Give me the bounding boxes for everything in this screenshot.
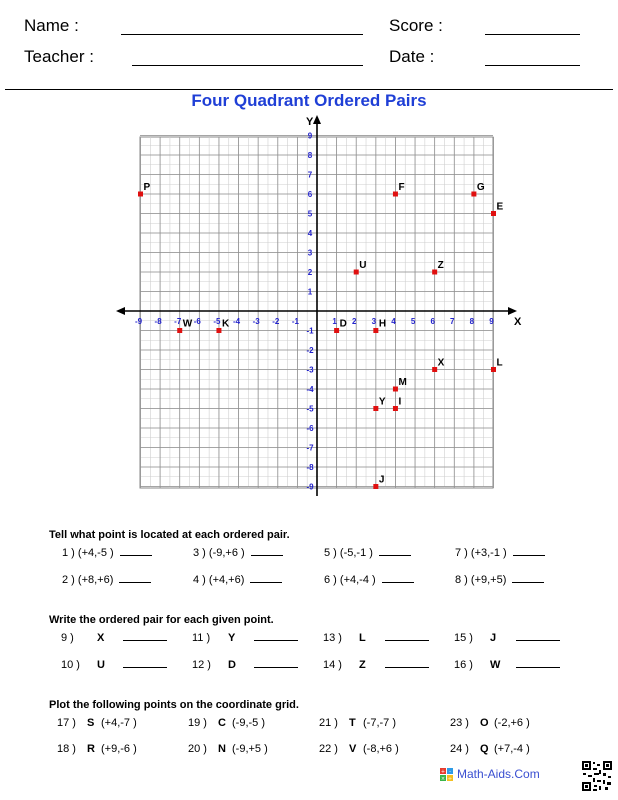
plot-item bbox=[57, 743, 137, 755]
answer-blank[interactable] bbox=[379, 554, 411, 556]
question-number: 23 ) bbox=[450, 717, 469, 729]
ordered-pair: (-9,+5 ) bbox=[232, 743, 268, 755]
point-marker-g bbox=[471, 192, 476, 197]
point-marker-h bbox=[373, 328, 378, 333]
y-tick-label: 4 bbox=[307, 229, 313, 238]
question-item bbox=[193, 547, 283, 559]
point-letter: D bbox=[228, 659, 236, 671]
plot-item bbox=[450, 743, 530, 755]
question-number: 13 ) bbox=[323, 632, 342, 644]
answer-blank[interactable] bbox=[119, 581, 151, 583]
point-letter: R bbox=[87, 743, 95, 755]
point-letter: N bbox=[218, 743, 226, 755]
calculator-icon bbox=[440, 768, 454, 782]
question-number: 16 ) bbox=[454, 659, 473, 671]
question-number: 14 ) bbox=[323, 659, 342, 671]
point-marker-u bbox=[354, 270, 359, 275]
point-label-p: P bbox=[143, 182, 151, 193]
x-axis-label: X bbox=[514, 316, 522, 328]
answer-blank[interactable] bbox=[123, 666, 167, 668]
question-number: 20 ) bbox=[188, 743, 207, 755]
svg-text:÷: ÷ bbox=[447, 775, 453, 782]
qr-code-icon bbox=[581, 760, 613, 792]
question-item bbox=[62, 547, 152, 559]
y-tick-label: 8 bbox=[307, 151, 313, 160]
point-marker-i bbox=[393, 406, 398, 411]
section2-heading: Write the ordered pair for each given point. bbox=[49, 614, 274, 626]
point-label-w: W bbox=[182, 318, 193, 330]
question-number: 2 ) bbox=[62, 574, 75, 586]
point-letter: J bbox=[490, 632, 497, 644]
x-tick-label: -7 bbox=[174, 317, 182, 326]
ordered-pair: (+9,-6 ) bbox=[101, 743, 137, 755]
ordered-pair: (+8,+6) bbox=[77, 574, 114, 586]
point-letter: W bbox=[490, 659, 501, 671]
ordered-pair: (-7,-7 ) bbox=[363, 717, 396, 729]
question-number: 19 ) bbox=[188, 717, 207, 729]
point-label-g: G bbox=[476, 182, 485, 193]
question-item bbox=[61, 659, 167, 671]
ordered-pair: (+3,-1 ) bbox=[470, 547, 507, 559]
answer-blank[interactable] bbox=[123, 639, 167, 641]
x-tick-label: 2 bbox=[351, 317, 357, 326]
ordered-pair: (-8,+6 ) bbox=[363, 743, 399, 755]
point-label-h: H bbox=[378, 318, 387, 330]
point-label-x: X bbox=[437, 357, 445, 369]
ordered-pair: (+4,+6) bbox=[208, 574, 245, 586]
answer-blank[interactable] bbox=[385, 639, 429, 641]
point-letter: Q bbox=[480, 743, 489, 755]
question-item bbox=[323, 632, 429, 644]
y-tick-label: -6 bbox=[306, 424, 314, 433]
ordered-pair: (-2,+6 ) bbox=[494, 717, 530, 729]
point-marker-z bbox=[432, 270, 437, 275]
question-item bbox=[454, 659, 560, 671]
ordered-pair: (+7,-4 ) bbox=[494, 743, 530, 755]
question-item bbox=[193, 574, 282, 586]
question-number: 22 ) bbox=[319, 743, 338, 755]
x-tick-label: 7 bbox=[450, 317, 455, 326]
y-tick-label: 6 bbox=[307, 190, 313, 199]
point-label-k: K bbox=[221, 318, 230, 330]
ordered-pair: (+4,-5 ) bbox=[77, 547, 114, 559]
question-item bbox=[62, 574, 151, 586]
y-tick-label: -9 bbox=[306, 482, 314, 492]
question-number: 21 ) bbox=[319, 717, 338, 729]
answer-blank[interactable] bbox=[382, 581, 414, 583]
question-item bbox=[192, 659, 298, 671]
ordered-pair: (-5,-1 ) bbox=[339, 547, 373, 559]
answer-blank[interactable] bbox=[512, 581, 544, 583]
answer-blank[interactable] bbox=[385, 666, 429, 668]
y-tick-label: 1 bbox=[307, 287, 313, 297]
question-number: 11 ) bbox=[192, 632, 211, 644]
question-number: 8 ) bbox=[455, 574, 468, 586]
point-letter: S bbox=[87, 717, 95, 729]
question-number: 15 ) bbox=[454, 632, 473, 644]
plot-item bbox=[188, 743, 268, 755]
answer-blank[interactable] bbox=[516, 666, 560, 668]
question-item bbox=[192, 632, 298, 644]
x-tick-label: -6 bbox=[193, 317, 201, 326]
y-tick-label: -2 bbox=[306, 346, 314, 355]
point-marker-d bbox=[334, 328, 339, 333]
question-number: 4 ) bbox=[193, 574, 206, 586]
x-tick-label: -3 bbox=[252, 317, 260, 326]
x-tick-label: -2 bbox=[272, 317, 280, 326]
point-label-j: J bbox=[378, 474, 385, 486]
question-item bbox=[323, 659, 429, 671]
question-item bbox=[61, 632, 167, 644]
x-tick-label: 6 bbox=[430, 317, 435, 326]
answer-blank[interactable] bbox=[516, 639, 560, 641]
point-letter: V bbox=[349, 743, 357, 755]
x-tick-label: -5 bbox=[213, 317, 221, 326]
point-marker-w bbox=[177, 328, 182, 333]
point-label-f: F bbox=[398, 182, 405, 193]
answer-blank[interactable] bbox=[254, 666, 298, 668]
plot-item bbox=[57, 717, 137, 729]
y-tick-label: 7 bbox=[307, 170, 313, 180]
question-item bbox=[455, 574, 544, 586]
y-tick-label: 5 bbox=[307, 209, 313, 219]
score-label: Score : bbox=[389, 16, 443, 35]
section3-heading: Plot the following points on the coordinate grid. bbox=[49, 699, 299, 711]
ordered-pair: (+9,+5) bbox=[470, 574, 507, 586]
answer-blank[interactable] bbox=[513, 554, 545, 556]
y-tick-label: 2 bbox=[307, 268, 313, 277]
brand-logo bbox=[440, 767, 540, 782]
x-tick-label: -9 bbox=[134, 317, 143, 326]
point-letter: C bbox=[218, 717, 226, 729]
x-tick-label: 5 bbox=[410, 317, 416, 326]
x-tick-label: 3 bbox=[371, 317, 377, 326]
question-number: 17 ) bbox=[57, 717, 76, 729]
point-label-z: Z bbox=[437, 260, 444, 271]
x-tick-label: 8 bbox=[469, 317, 475, 326]
point-label-m: M bbox=[398, 377, 407, 388]
ordered-pair: (-9,+6 ) bbox=[208, 547, 245, 559]
answer-blank[interactable] bbox=[254, 639, 298, 641]
point-label-e: E bbox=[496, 201, 504, 213]
ordered-pair: (+4,-7 ) bbox=[101, 717, 137, 729]
point-label-d: D bbox=[339, 318, 347, 330]
y-tick-label: -7 bbox=[306, 443, 314, 453]
question-number: 10 ) bbox=[61, 659, 80, 671]
y-tick-label: -5 bbox=[306, 404, 314, 414]
point-letter: Y bbox=[228, 632, 236, 644]
point-letter: O bbox=[480, 717, 489, 729]
y-tick-label: -4 bbox=[306, 385, 314, 394]
point-marker-y bbox=[373, 406, 378, 411]
svg-text:+: + bbox=[440, 768, 446, 775]
svg-text:-: - bbox=[449, 768, 451, 775]
name-label: Name : bbox=[24, 16, 79, 35]
point-label-y: Y bbox=[378, 396, 386, 408]
y-tick-label: -3 bbox=[306, 365, 314, 375]
question-number: 12 ) bbox=[192, 659, 211, 671]
question-number: 7 ) bbox=[455, 547, 468, 559]
x-tick-label: -8 bbox=[154, 317, 162, 326]
question-number: 5 ) bbox=[324, 547, 337, 559]
ordered-pair: (-9,-5 ) bbox=[232, 717, 265, 729]
x-axis-arrow-left bbox=[116, 307, 125, 315]
answer-blank[interactable] bbox=[120, 554, 152, 556]
point-marker-j bbox=[373, 484, 378, 489]
y-axis-arrow-up bbox=[313, 115, 321, 124]
x-tick-label: 1 bbox=[332, 317, 337, 326]
svg-text:×: × bbox=[440, 775, 446, 782]
question-number: 24 ) bbox=[450, 743, 469, 755]
x-tick-label: -1 bbox=[291, 317, 299, 326]
question-item bbox=[324, 547, 411, 559]
date-label: Date : bbox=[389, 47, 435, 66]
y-tick-label: -8 bbox=[306, 463, 314, 472]
brand-text: Math-Aids.Com bbox=[457, 767, 540, 781]
question-number: 3 ) bbox=[193, 547, 206, 559]
point-label-u: U bbox=[359, 260, 367, 271]
question-number: 9 ) bbox=[61, 632, 74, 644]
point-marker-p bbox=[138, 192, 143, 197]
point-marker-k bbox=[216, 328, 221, 333]
question-item bbox=[455, 547, 545, 559]
question-item bbox=[454, 632, 560, 644]
point-marker-e bbox=[491, 211, 496, 216]
point-marker-l bbox=[491, 367, 496, 372]
x-tick-label: 4 bbox=[391, 317, 396, 326]
answer-blank[interactable] bbox=[250, 581, 282, 583]
teacher-label: Teacher : bbox=[24, 47, 94, 66]
y-tick-label: 3 bbox=[307, 248, 313, 258]
point-label-i: I bbox=[398, 396, 402, 408]
point-marker-x bbox=[432, 367, 437, 372]
question-number: 18 ) bbox=[57, 743, 76, 755]
point-letter: Z bbox=[359, 659, 366, 671]
plot-item bbox=[319, 743, 399, 755]
question-number: 6 ) bbox=[324, 574, 337, 586]
x-axis-arrow-right bbox=[508, 307, 517, 315]
point-letter: L bbox=[359, 632, 366, 644]
section1-heading: Tell what point is located at each ordered pair. bbox=[49, 529, 290, 541]
point-marker-m bbox=[393, 387, 398, 392]
point-letter: U bbox=[97, 659, 105, 671]
plot-item bbox=[450, 717, 530, 729]
question-number: 1 ) bbox=[62, 547, 75, 559]
point-letter: T bbox=[349, 717, 356, 729]
answer-blank[interactable] bbox=[251, 554, 283, 556]
plot-item bbox=[188, 717, 265, 729]
point-marker-f bbox=[393, 192, 398, 197]
point-letter: X bbox=[97, 632, 105, 644]
point-label-l: L bbox=[496, 357, 503, 369]
x-tick-label: 9 bbox=[489, 317, 494, 326]
question-item bbox=[324, 574, 414, 586]
y-tick-label: -1 bbox=[306, 326, 314, 336]
x-tick-label: -4 bbox=[232, 317, 241, 326]
ordered-pair: (+4,-4 ) bbox=[339, 574, 376, 586]
y-axis-label: Y bbox=[306, 116, 314, 128]
plot-item bbox=[319, 717, 396, 729]
worksheet-title: Four Quadrant Ordered Pairs bbox=[191, 91, 427, 110]
y-tick-label: 9 bbox=[307, 131, 313, 141]
